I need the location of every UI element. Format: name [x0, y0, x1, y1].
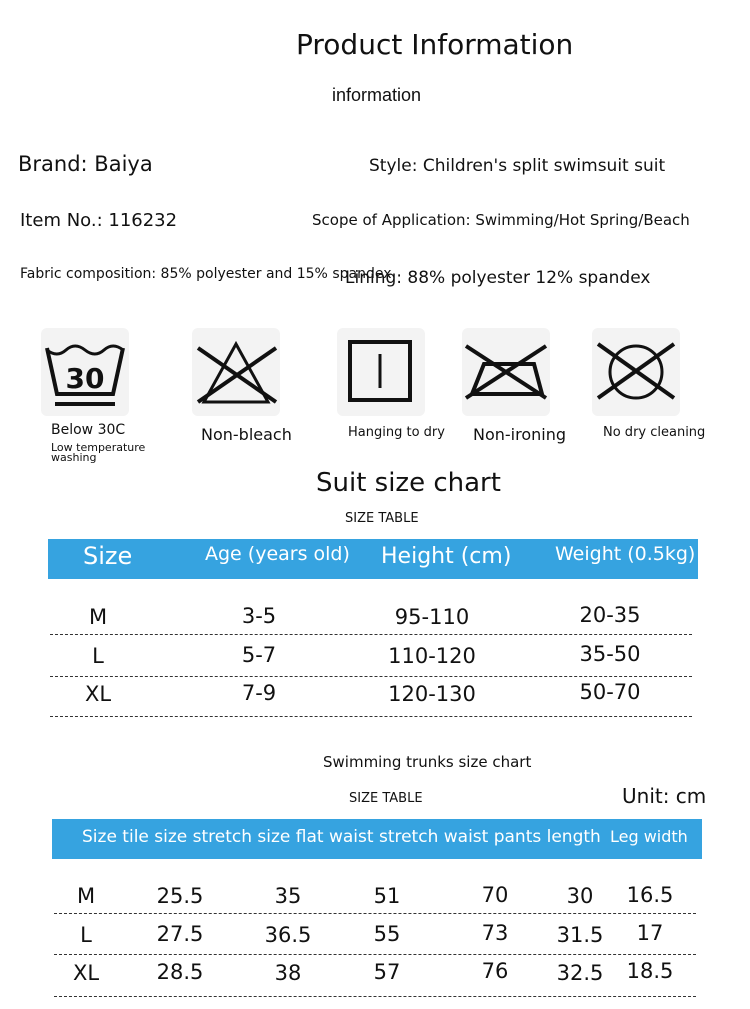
suit-cell: XL: [84, 682, 112, 706]
trunks-unit-label: Unit: cm: [622, 784, 707, 808]
trunks-cell: XL: [72, 961, 100, 985]
wash-30-icon: [41, 328, 129, 416]
lining-info: Lining: 88% polyester 12% spandex: [345, 268, 651, 288]
trunks-chart-header: [52, 819, 702, 859]
suit-cell: 50-70: [579, 680, 641, 704]
fabric-info: Fabric composition: 85% polyester and 15% spandex: [20, 266, 392, 282]
care-label-iron: Non-ironing: [473, 425, 567, 444]
trunks-cell: 70: [481, 883, 509, 907]
row-divider: [50, 676, 692, 677]
suit-cell: 120-130: [388, 682, 476, 706]
trunks-cell: 57: [373, 960, 401, 984]
trunks-cell: 17: [636, 921, 664, 945]
page-title: Product Information: [296, 28, 574, 61]
no-dry-clean-icon: [592, 328, 680, 416]
header-height: Height (cm): [381, 544, 512, 569]
trunks-cell: 32.5: [556, 961, 604, 985]
suit-cell: 7-9: [241, 681, 277, 705]
trunks-cell: 55: [373, 922, 401, 946]
scope-info: Scope of Application: Swimming/Hot Spring/Beach: [312, 211, 690, 229]
care-label-hang: Hanging to dry: [348, 425, 445, 440]
trunks-cell: 27.5: [156, 922, 204, 946]
trunks-cell: 51: [373, 884, 401, 908]
trunks-cell: 38: [274, 961, 302, 985]
suit-cell: 20-35: [579, 603, 641, 627]
trunks-cell: 36.5: [264, 923, 312, 947]
page-subtitle: information: [332, 85, 422, 105]
care-note-wash: Low temperature washing: [51, 441, 146, 464]
svg-text:30: 30: [65, 362, 105, 395]
care-label-wash: Below 30C: [51, 422, 126, 438]
suit-cell: M: [88, 605, 108, 629]
trunks-header-main: Size tile size stretch size flat waist stretch waist pants length: [82, 827, 601, 847]
suit-cell: 5-7: [241, 643, 277, 667]
trunks-cell: 28.5: [156, 960, 204, 984]
trunks-cell: 16.5: [626, 883, 674, 907]
row-divider: [50, 634, 692, 635]
trunks-cell: 76: [481, 959, 509, 983]
trunks-header-leg-width: Leg width: [610, 827, 688, 846]
brand-info: Brand: Baiya: [18, 152, 153, 176]
suit-cell: 35-50: [579, 642, 641, 666]
no-iron-icon: [462, 328, 550, 416]
suit-chart-subtitle: SIZE TABLE: [345, 511, 419, 526]
header-age: Age (years old): [205, 543, 350, 565]
trunks-cell: 25.5: [156, 884, 204, 908]
trunks-cell: M: [76, 884, 96, 908]
suit-cell: L: [92, 644, 104, 668]
trunks-cell: 73: [481, 921, 509, 945]
header-weight: Weight (0.5kg): [555, 543, 696, 565]
suit-cell: 95-110: [394, 605, 470, 629]
trunks-cell: 30: [566, 884, 594, 908]
suit-chart-title: Suit size chart: [316, 468, 501, 498]
no-bleach-icon: [192, 328, 280, 416]
trunks-cell: 18.5: [626, 959, 674, 983]
trunks-cell: 35: [274, 884, 302, 908]
suit-cell: 110-120: [388, 644, 476, 668]
care-label-dry-clean: No dry cleaning: [603, 425, 706, 440]
care-label-bleach: Non-bleach: [201, 425, 292, 444]
suit-cell: 3-5: [241, 604, 277, 628]
hang-dry-icon: [337, 328, 425, 416]
trunks-cell: 31.5: [556, 923, 604, 947]
style-info: Style: Children's split swimsuit suit: [369, 156, 666, 176]
row-divider: [50, 716, 692, 717]
trunks-chart-subtitle: SIZE TABLE: [349, 791, 423, 806]
suit-chart-header: [48, 539, 698, 579]
row-divider: [54, 913, 696, 914]
row-divider: [54, 996, 696, 997]
row-divider: [54, 954, 696, 955]
item-number-info: Item No.: 116232: [20, 210, 178, 231]
trunks-chart-title: Swimming trunks size chart: [323, 753, 532, 771]
header-size: Size: [83, 542, 133, 570]
trunks-cell: L: [80, 923, 92, 947]
